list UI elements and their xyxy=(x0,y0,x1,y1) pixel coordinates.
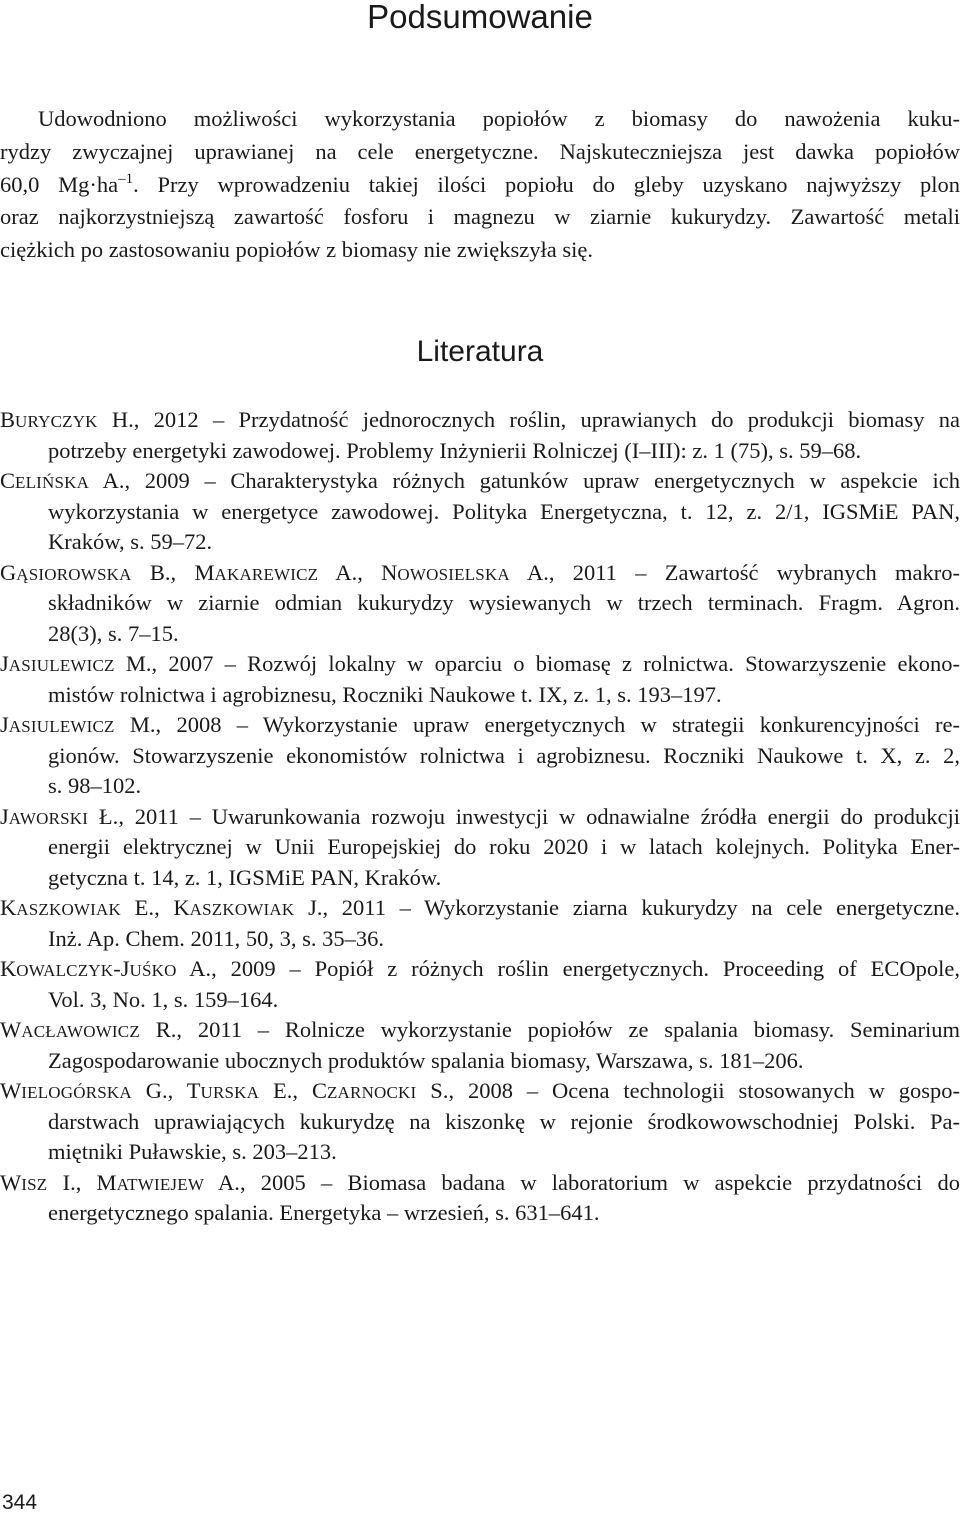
reference-line: s. 98–102. xyxy=(48,773,142,798)
reference-line: miętniki Puławskie, s. 203–213. xyxy=(48,1139,337,1164)
reference-line: KOWALCZYK-JUŚKO A., 2009 – Popiół z różnych roślin energetycznych. Proceeding of ECOpole, xyxy=(0,956,960,981)
reference-line: KASZKOWIAK E., KASZKOWIAK J., 2011 – Wykorzystanie ziarna kukurydzy na cele energetyczne. xyxy=(0,895,960,920)
reference-line: Inż. Ap. Chem. 2011, 50, 3, s. 35–36. xyxy=(48,925,385,951)
summary-line: 60,0 $Mg\cdot ha^{-1}$. Przy wprowadzeniu takiej ilości popiołu do gleby uzyskano najwyższy plon xyxy=(0,170,960,197)
author-name: JASIULEWICZ M. xyxy=(0,712,156,737)
section-title: Podsumowanie xyxy=(367,0,593,35)
reference-item xyxy=(0,802,960,894)
reference-line: darstwach uprawiających kukurydzę na kiszonkę w rejonie środkowowschodniej Polski. Pa- xyxy=(48,1108,960,1134)
author-name: NOWOSIELSKA A. xyxy=(381,559,549,585)
author-name: KASZKOWIAK E. xyxy=(0,895,155,920)
author-name: WACŁAWOWICZ R. xyxy=(0,1017,177,1042)
reference-item xyxy=(0,405,960,466)
author-name: MAKAREWICZ A. xyxy=(194,559,358,585)
reference-line: GĄSIOROWSKA B., MAKAREWICZ A., NOWOSIELSKA A., 2011 – Zawartość wybranych makro- xyxy=(0,559,960,585)
summary-line: rydzy zwyczajnej uprawianej na cele energetyczne. Najskuteczniejsza jest dawka popiołów xyxy=(0,138,960,164)
author-name: JAWORSKI Ł. xyxy=(0,803,119,829)
reference-line: Kraków, s. 59–72. xyxy=(48,529,213,554)
reference-line: WISZ I., MATWIEJEW A., 2005 – Biomasa badana w laboratorium w aspekcie przydatności do xyxy=(0,1169,960,1195)
reference-line: getyczna t. 14, z. 1, IGSMiE PAN, Kraków. xyxy=(48,864,442,890)
summary-line: oraz najkorzystniejszą zawartość fosforu i magnezu w ziarnie kukurydzy. Zawartość metali xyxy=(0,204,960,230)
summary-line: Udowodniono możliwości wykorzystania popiołów z biomasy do nawożenia kuku- xyxy=(38,106,960,131)
reference-item xyxy=(0,710,960,802)
author-name: BURYCZYK H. xyxy=(0,407,134,432)
reference-list xyxy=(0,405,960,1229)
reference-line: gionów. Stowarzyszenie ekonomistów rolnictwa i agrobiznesu. Roczniki Naukowe t. X, z. 2, xyxy=(48,742,960,768)
author-name: CZARNOCKI S. xyxy=(311,1078,449,1103)
reference-line: JASIULEWICZ M., 2008 – Wykorzystanie upraw energetycznych w strategii konkurencyjności re- xyxy=(0,712,960,737)
references-title: Literatura xyxy=(416,335,544,368)
author-name: TURSKA E. xyxy=(186,1078,293,1103)
reference-line: Vol. 3, No. 1, s. 159–164. xyxy=(48,986,279,1012)
reference-item xyxy=(0,1076,960,1168)
reference-line: Zagospodarowanie ubocznych produktów spalania biomasy, Warszawa, s. 181–206. xyxy=(48,1047,804,1073)
reference-line: energetycznego spalania. Energetyka – wrzesień, s. 631–641. xyxy=(48,1200,600,1225)
reference-line: wykorzystania w energetyce zawodowej. Polityka Energetyczna, t. 12, z. 2/1, IGSMiE PAN, xyxy=(48,498,960,524)
reference-line: JAWORSKI Ł., 2011 – Uwarunkowania rozwoju inwestycji w odnawialne źródła energii do produkcji xyxy=(0,803,960,829)
reference-line: WIELOGÓRSKA G., TURSKA E., CZARNOCKI S., 2008 – Ocena technologii stosowanych w gospo- xyxy=(0,1078,960,1103)
author-name: KOWALCZYK-JUŚKO A. xyxy=(0,956,212,981)
reference-item xyxy=(0,1168,960,1229)
author-name: JASIULEWICZ M. xyxy=(0,651,152,676)
reference-line: JASIULEWICZ M., 2007 – Rozwój lokalny w oparciu o biomasę z rolnictwa. Stowarzyszenie ekono- xyxy=(0,651,960,676)
author-name: WISZ I. xyxy=(0,1169,76,1195)
exponent: –1 xyxy=(118,170,134,187)
page-number: 344 xyxy=(2,1491,38,1514)
reference-line: energii elektrycznej w Unii Europejskiej do roku 2020 i w latach kolejnych. Polityka Ener- xyxy=(48,834,960,859)
summary-line: ciężkich po zastosowaniu popiołów z biomasy nie zwiększyła się. xyxy=(0,237,593,263)
reference-line: CELIŃSKA A., 2009 – Charakterystyka różnych gatunków upraw energetycznych w aspekcie ich xyxy=(0,468,960,493)
reference-line: WACŁAWOWICZ R., 2011 – Rolnicze wykorzystanie popiołów ze spalania biomasy. Seminarium xyxy=(0,1017,960,1042)
reference-item xyxy=(0,954,960,1015)
author-name: KASZKOWIAK J. xyxy=(173,895,323,920)
reference-item xyxy=(0,1015,960,1076)
reference-item xyxy=(0,466,960,558)
reference-line: składników w ziarnie odmian kukurydzy wysiewanych w trzech terminach. Fragm. Agron. xyxy=(48,590,960,615)
author-name: CELIŃSKA A. xyxy=(0,468,125,493)
reference-item xyxy=(0,893,960,954)
reference-line: potrzeby energetyki zawodowej. Problemy Inżynierii Rolniczej (I–III): z. 1 (75), s. 59–68. xyxy=(48,437,862,463)
reference-line: mistów rolnictwa i agrobiznesu, Roczniki Naukowe t. IX, z. 1, s. 193–197. xyxy=(48,681,722,707)
reference-item xyxy=(0,649,960,710)
reference-line: 28(3), s. 7–15. xyxy=(48,620,179,646)
reference-line: BURYCZYK H., 2012 – Przydatność jednorocznych roślin, uprawianych do produkcji biomasy na xyxy=(0,407,960,432)
reference-item xyxy=(0,558,960,650)
summary-paragraph xyxy=(0,103,960,267)
author-name: WIELOGÓRSKA G. xyxy=(0,1078,168,1103)
author-name: GĄSIOROWSKA B. xyxy=(0,559,171,585)
author-name: MATWIEJEW A. xyxy=(96,1169,240,1195)
